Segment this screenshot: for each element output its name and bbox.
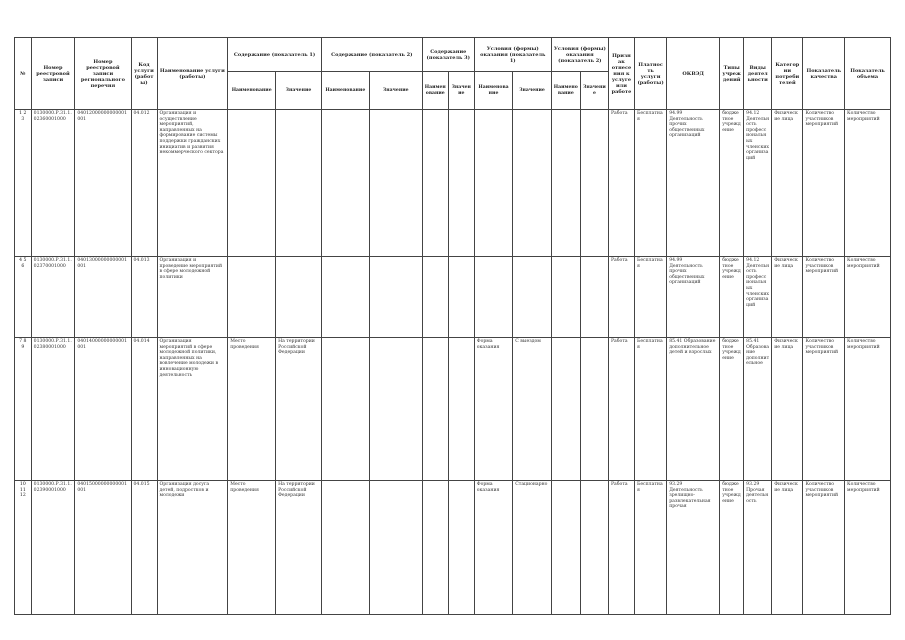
cell-sign: Работа [608, 338, 634, 481]
cell-consumers: Физические лица [772, 338, 803, 481]
cell-okved: 93.29 Деятельность зрелищно-развлекательная прочая [667, 481, 720, 615]
cell-c3-value [448, 110, 474, 257]
sub-header-value: Значение [448, 72, 474, 110]
cell-u2-name [551, 110, 580, 257]
sub-header-name: Наименование [474, 72, 512, 110]
cell-c1-name [228, 110, 276, 257]
cell-sign: Работа [608, 481, 634, 615]
cell-c2-value [369, 257, 422, 338]
cell-num: 10 11 12 [15, 481, 32, 615]
col-header-num: № [15, 38, 32, 110]
cell-sign: Работа [608, 110, 634, 257]
cell-code: 04.014 [131, 338, 157, 481]
cell-okved: 94.99 Деятельность прочих общественных организаций [667, 110, 720, 257]
cell-u1-value [513, 257, 551, 338]
cell-u1-value: С выездом [513, 338, 551, 481]
cell-c1-value [276, 110, 322, 257]
cell-num: 4 5 6 [15, 257, 32, 338]
cell-name: Организация и проведение мероприятий в сфере молодежной политики [157, 257, 228, 338]
col-header-volume: Показатель объема [845, 38, 891, 110]
sub-header-name: Наименование [228, 72, 276, 110]
cell-u2-value [580, 481, 608, 615]
cell-c3-name [422, 110, 448, 257]
cell-u2-value [580, 338, 608, 481]
sub-header-name: Наименование [551, 72, 580, 110]
cell-c3-name [422, 257, 448, 338]
cell-reg2: 04014000000000001001 [75, 338, 131, 481]
col-header-content2: Содержание (показатель 2) [321, 38, 422, 72]
col-header-org-types: Типы учреждений [720, 38, 744, 110]
cell-name: Организация и осуществление мероприятий, направленных на формирование системы поддержки гражданских инициатив и развития некоммерческого сектора [157, 110, 228, 257]
cell-acts: 94.12 Деятельность профессиональных членских организаций [744, 257, 772, 338]
cell-u1-value [513, 110, 551, 257]
cell-sign: Работа [608, 257, 634, 338]
cell-reg: 0130000.Р.31.1.02380001000 [31, 338, 75, 481]
col-header-content3: Содержание (показатель 3) [422, 38, 474, 72]
cell-c2-value [369, 481, 422, 615]
cell-types: бюджетное учреждение [720, 481, 744, 615]
cell-c3-name [422, 338, 448, 481]
cell-u2-name [551, 257, 580, 338]
cell-num: 1 2 3 [15, 110, 32, 257]
cell-c2-name [321, 257, 369, 338]
cell-u1-name [474, 257, 512, 338]
col-header-reg-num-regional: Номер реестровой записи регионального перечня [75, 38, 131, 110]
cell-u1-name [474, 110, 512, 257]
col-header-paid: Платность услуги (работы) [634, 38, 666, 110]
cell-code: 04.013 [131, 257, 157, 338]
table-row [15, 257, 891, 338]
cell-reg: 0130000.Р.31.1.02370001000 [31, 257, 75, 338]
cell-types: бюджетное учреждение [720, 110, 744, 257]
cell-okved: 94.99 Деятельность прочих общественных организаций [667, 257, 720, 338]
sub-header-value: Значение [580, 72, 608, 110]
cell-quality: Количество участников мероприятий [803, 110, 845, 257]
cell-acts: 85.41 Образование дополнительное [744, 338, 772, 481]
sub-header-value: Значение [276, 72, 322, 110]
cell-c3-value [448, 481, 474, 615]
col-header-cond2: Условия (формы) оказания (показатель 2) [551, 38, 608, 72]
cell-num: 7 8 9 [15, 338, 32, 481]
cell-reg2: 04012000000000001001 [75, 110, 131, 257]
cell-u2-value [580, 257, 608, 338]
cell-u1-value: Стационарно [513, 481, 551, 615]
cell-u2-name [551, 481, 580, 615]
cell-c1-value: На территории Российской Федерации [276, 338, 322, 481]
cell-c2-value [369, 338, 422, 481]
cell-acts: 93.29 Прочая деятельность [744, 481, 772, 615]
cell-quality: Количество участников мероприятий [803, 338, 845, 481]
cell-code: 04.012 [131, 110, 157, 257]
cell-c2-name [321, 481, 369, 615]
cell-u2-name [551, 338, 580, 481]
cell-quality: Количество участников мероприятий [803, 257, 845, 338]
cell-c1-value: На территории Российской Федерации [276, 481, 322, 615]
cell-c2-name [321, 338, 369, 481]
col-header-content1: Содержание (показатель 1) [228, 38, 322, 72]
sub-header-value: Значение [369, 72, 422, 110]
cell-volume: Количество мероприятий [845, 481, 891, 615]
cell-c3-name [422, 481, 448, 615]
cell-name: Организация мероприятий в сфере молодежной политики, направленных на вовлечение молодежи в инновационную деятельность [157, 338, 228, 481]
cell-consumers: Физические лица [772, 481, 803, 615]
cell-types: бюджетное учреждение [720, 257, 744, 338]
cell-acts: 94.12 Деятельность профессиональных членских организаций [744, 110, 772, 257]
cell-consumers: Физические лица [772, 257, 803, 338]
cell-c1-name [228, 257, 276, 338]
sub-header-name: Наименование [422, 72, 448, 110]
cell-paid: Бесплатная [634, 338, 666, 481]
cell-volume: Количество мероприятий [845, 257, 891, 338]
col-header-okved: ОКВЭД [667, 38, 720, 110]
cell-u1-name: Форма оказания [474, 481, 512, 615]
cell-okved: 85.41 Образование дополнительное детей и взрослых [667, 338, 720, 481]
cell-volume: Количество мероприятий [845, 110, 891, 257]
cell-c3-value [448, 257, 474, 338]
col-header-cond1: Условия (формы) оказания (показатель 1) [474, 38, 551, 72]
cell-name: Организация досуга детей, подростков и молодежи [157, 481, 228, 615]
table-row [15, 338, 891, 481]
cell-quality: Количество участников мероприятий [803, 481, 845, 615]
cell-c1-name: Место проведения [228, 338, 276, 481]
col-header-sign: Признак отнесения к услуге или работе [608, 38, 634, 110]
cell-reg2: 04013000000000001001 [75, 257, 131, 338]
table-row [15, 481, 891, 615]
table-row [15, 110, 891, 257]
sub-header-name: Наименование [321, 72, 369, 110]
col-header-quality: Показатель качества [803, 38, 845, 110]
col-header-consumers: Категории потребителей [772, 38, 803, 110]
cell-u1-name: Форма оказания [474, 338, 512, 481]
sub-header-value: Значение [513, 72, 551, 110]
col-header-name: Наименование услуги (работы) [157, 38, 228, 110]
cell-reg: 0130000.Р.31.1.02360001000 [31, 110, 75, 257]
cell-c1-value [276, 257, 322, 338]
cell-u2-value [580, 110, 608, 257]
cell-types: бюджетное учреждение [720, 338, 744, 481]
col-header-activities: Виды деятельности [744, 38, 772, 110]
cell-c2-name [321, 110, 369, 257]
col-header-code: Код услуги (работы) [131, 38, 157, 110]
cell-volume: Количество мероприятий [845, 338, 891, 481]
col-header-reg-num: Номер реестровой записи [31, 38, 75, 110]
cell-reg: 0130000.Р.31.1.02390001000 [31, 481, 75, 615]
cell-c3-value [448, 338, 474, 481]
cell-reg2: 04015000000000001001 [75, 481, 131, 615]
registry-table [14, 37, 891, 615]
cell-consumers: Физические лица [772, 110, 803, 257]
cell-c2-value [369, 110, 422, 257]
cell-code: 04.015 [131, 481, 157, 615]
cell-paid: Бесплатная [634, 481, 666, 615]
cell-paid: Бесплатная [634, 257, 666, 338]
cell-c1-name: Место проведения [228, 481, 276, 615]
cell-paid: Бесплатная [634, 110, 666, 257]
